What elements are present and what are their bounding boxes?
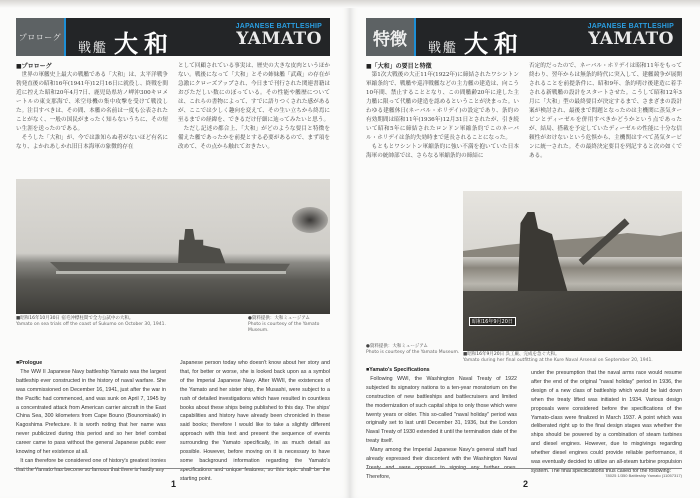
credit-en: Photo is courtesy of the Yamato Museum. bbox=[366, 350, 460, 355]
credit-en: Photo is courtesy of the Yamato Museum. bbox=[248, 322, 320, 333]
caption-jp: ■昭和16年9月20日 呉工廠、完成を急ぐ大和。 bbox=[463, 352, 560, 357]
japanese-text bbox=[366, 62, 682, 161]
english-text bbox=[16, 359, 330, 484]
ship-hull bbox=[50, 262, 290, 271]
section-heading: ■Prologue bbox=[16, 360, 43, 366]
jp-column-2 bbox=[178, 62, 330, 152]
jp-column-2 bbox=[529, 62, 682, 161]
page-header bbox=[16, 18, 330, 56]
paragraph: Japanese person today who doesn't know about her story and that, for better or worse, she is looked back upon as a symbol of the Imperial Japanese Navy. After WWII, the existences of the Yamato and her sister ship, the Musashi, were subject to a rush of detailed investigations which have resulted in countless books about these ships being published to this day. The ships' capabilities and history have already been chronicled in these said books; therefore I would like to take a slightly different approach with this text and present the sequence of events surrounding the Yamato specifically, in as much detail as possible. However, before moving on it is necessary to have some background information regarding the Yamato's specifications and unique features, so this topic shall be the starting point. bbox=[180, 360, 330, 482]
brand-name: YAMATO bbox=[236, 29, 322, 49]
paragraph: under the presumption that the naval arms race would resume after the end of the original "naval holiday" period in 1936, the design of a new class of battleship which would be laid down when the treaty lifted was initiated in 1934. Various design proposals were considered before the specifications of the Yamato-class were finalized in March 1937. A point which was deliberated right up to the final design stages was whether the ships should be powered by a combination of steam turbines and diesel engines. However, due to misgivings regarding whether diesel engines could provide reliable performance, it was eventually decided to utilize an all-steam turbine propulsion system. The final specifications thus called for the following: bbox=[531, 370, 682, 474]
page-number: 2 bbox=[523, 479, 529, 489]
ship-wake bbox=[56, 271, 286, 274]
en-column-1 bbox=[366, 366, 517, 482]
page-number: 1 bbox=[171, 479, 177, 489]
page-title bbox=[66, 18, 174, 56]
en-column-1 bbox=[16, 359, 166, 484]
page-title bbox=[416, 18, 524, 56]
photo-yamato-sea-trials bbox=[16, 179, 330, 314]
title-big: 大和 bbox=[464, 29, 525, 58]
paragraph: Many among the Imperial Japanese Navy's general staff had already expressed their discontent with the Washington Naval Treaty and were opposed to signing any further ones. Therefore, bbox=[366, 447, 517, 480]
photo-yamato-outfitting bbox=[463, 191, 682, 351]
caption-en: Yamato during her final outfitting at the Kure Naval Arsenal on September 20, 1941. bbox=[463, 358, 653, 363]
section-tab: 特徴 bbox=[366, 18, 416, 56]
section-heading: ■「大和」の要目と特徴 bbox=[366, 63, 432, 70]
brand-logo bbox=[236, 23, 322, 49]
paragraph: It can therefore be considered one of history's greatest ironies that the Yamato has become so famous that there is hardly any bbox=[16, 457, 166, 473]
brand-logo bbox=[588, 23, 674, 49]
photo-stamp: 昭和16年9月20日 bbox=[469, 317, 516, 326]
title-big: 大和 bbox=[114, 29, 175, 58]
jp-column-1 bbox=[366, 62, 519, 161]
paragraph: 第1次大戦後の大正11年(1922年)に締結されたワシントン軍縮条約で、戦艦や巡洋戦艦などの主力艦の建造は、向こう10年間、禁止することとなり、この間艦齢20年に達した主力艦に限って代艦の建造を認めるということが決まった。いわゆる建艦休日(ネーバル・ホリデイ)の設定であり、条約の有効期間は昭和11年(1936年)12月31日とされたが、引き続いて昭和5年に締結されたロンドン軍縮条約でこのネーバル・ホリデイは条約失効時まで延長されることになった。 bbox=[366, 72, 519, 141]
section-heading: ■プロローグ bbox=[16, 63, 52, 70]
page-shadow bbox=[350, 0, 700, 8]
brand-name: YAMATO bbox=[588, 29, 674, 49]
japanese-text bbox=[16, 62, 330, 152]
footer-rule bbox=[14, 468, 330, 469]
page-2 bbox=[350, 0, 700, 498]
title-small: 戦艦 bbox=[428, 41, 459, 56]
jp-column-1 bbox=[16, 62, 168, 152]
photo-credit bbox=[366, 344, 460, 356]
paragraph: 否定的だったので、ネーバル・ホリデイは昭和11年をもって終わり、翌年からは無条約時代に突入して、建艦競争が展開されることを前提条件に、昭和9年、条約明け後建造に着手される新戦艦の設計をスタートさせた。こうして昭和12年3月に「大和」型の最終要目が決定するまで、さまざまの設計案が検討され、最後まで問題となったのは主機関に蒸気タービンとディーゼルを併用すべきかどうかという点であったが、結局、搭載を予定していたディーゼルの性能に十分な信頼性がおけないという危惧から、主機関はすべて蒸気タービンに統一された。その最終決定要目を列記すると次の如くである。 bbox=[529, 63, 682, 159]
photo-caption bbox=[463, 352, 682, 364]
credit-jp: ●資料提供：大和ミュージアム bbox=[248, 316, 310, 321]
caption-en: Yamato on sea trials off the coast of Sukumo on October 30, 1941. bbox=[16, 322, 166, 327]
title-small: 戦艦 bbox=[78, 41, 109, 56]
en-column-2 bbox=[531, 366, 682, 482]
brand-eyebrow: JAPANESE BATTLESHIP bbox=[235, 23, 322, 30]
footer-rule bbox=[366, 468, 682, 469]
paragraph: として回顧されている事実は、歴史の大きな皮肉というほかない。戦後になって「大和」とその姉妹艦「武蔵」の存在が急激にクローズアップされ、今日まで刊行された関連書籍はおびただしい数にのぼっている。その性能や艦歴については、これらの書物によって、すでに語りつくされた感があるが、ここでは少しく趣向を変えて、その生い立ちから終焉に至るまでの経緯を、できるだけ仔細に辿ってみたいと思う。 bbox=[178, 63, 330, 123]
paragraph: The WW II Japanese Navy battleship Yamato was the largest battleship ever constructed in the history of naval warfare. She was commissioned on December 16, 1941, just after the war in the Pacific had commenced, and was sunk on April 7, 1945 by a concentrated attack from American carrier aircraft in the East China Sea, 300 kilometers from Cape Bouno (Bounomisaki) in Kagoshima Prefecture. It is worth noting that her name was never publicized during this period and so her brief combat career came to pass without the general Japanese public ever knowing of her existence at all. bbox=[16, 368, 166, 456]
brand-eyebrow: JAPANESE BATTLESHIP bbox=[587, 23, 674, 30]
section-heading: ■Yamato's Specifications bbox=[366, 367, 430, 373]
page-header bbox=[366, 18, 682, 56]
en-column-2 bbox=[180, 359, 330, 484]
photo-caption bbox=[16, 316, 216, 328]
section-tab: プロローグ bbox=[16, 18, 66, 56]
photo-credit bbox=[248, 316, 338, 334]
credit-jp: ●資料提供：大和ミュージアム bbox=[366, 344, 428, 349]
paragraph: ただし記述の都合上、「大和」がどのような要目と特徴を備えた艦であったかを前提とする必要があるので、まず項を改めて、その点から触れておきたい。 bbox=[178, 126, 330, 150]
caption-jp: ■昭和16年10月30日 宿毛沖標柱間で全力公試中の大和。 bbox=[16, 316, 134, 321]
mountains bbox=[463, 227, 682, 257]
smoke bbox=[292, 207, 328, 233]
ship-superstructure bbox=[166, 229, 226, 265]
product-code: 78025 1/350 Battleship Yamato (11057317) bbox=[605, 473, 682, 478]
english-text bbox=[366, 366, 682, 482]
page-shadow bbox=[0, 0, 350, 8]
paragraph: Following WWI, the Washington Naval Treaty of 1922 subjected its signatory nations to a ten-year moratorium on the construction of new battleships and battlecruisers and limited the modernization of such capital ships to only those which were twenty years or older. This so-called "naval holiday" period was originally set to last until December 31, 1936, but the London Naval Treaty of 1930 extended it until the termination date of the treaty itself. bbox=[366, 375, 517, 445]
paragraph: もともとワシントン軍縮条約に強い不満を抱いていた日本海軍の統帥部では、さらなる軍縮条約の締結に bbox=[366, 144, 519, 159]
paragraph: 世界の軍艦史上最大の戦艦である「大和」は、太平洋戦争勃発直後の昭和16年(1941年)12月16日に就役し、終戦を間近に控えた昭和20年4月7日、鹿児島県坊ノ岬沖300キロメートルの東支那海で、米空母機の集中攻撃を受けて戦没した。注目すべきは、その間、本艦の名前は一度も公表されたことがなく、一般の国民がまったく知らないうちに、その短い生涯を送ったのである。 bbox=[16, 72, 168, 132]
paragraph: そうした「大和」が、今では誰知らぬ者がないほど有名になり、よかれあしかれ旧日本海軍の象徴的存在 bbox=[16, 135, 168, 150]
